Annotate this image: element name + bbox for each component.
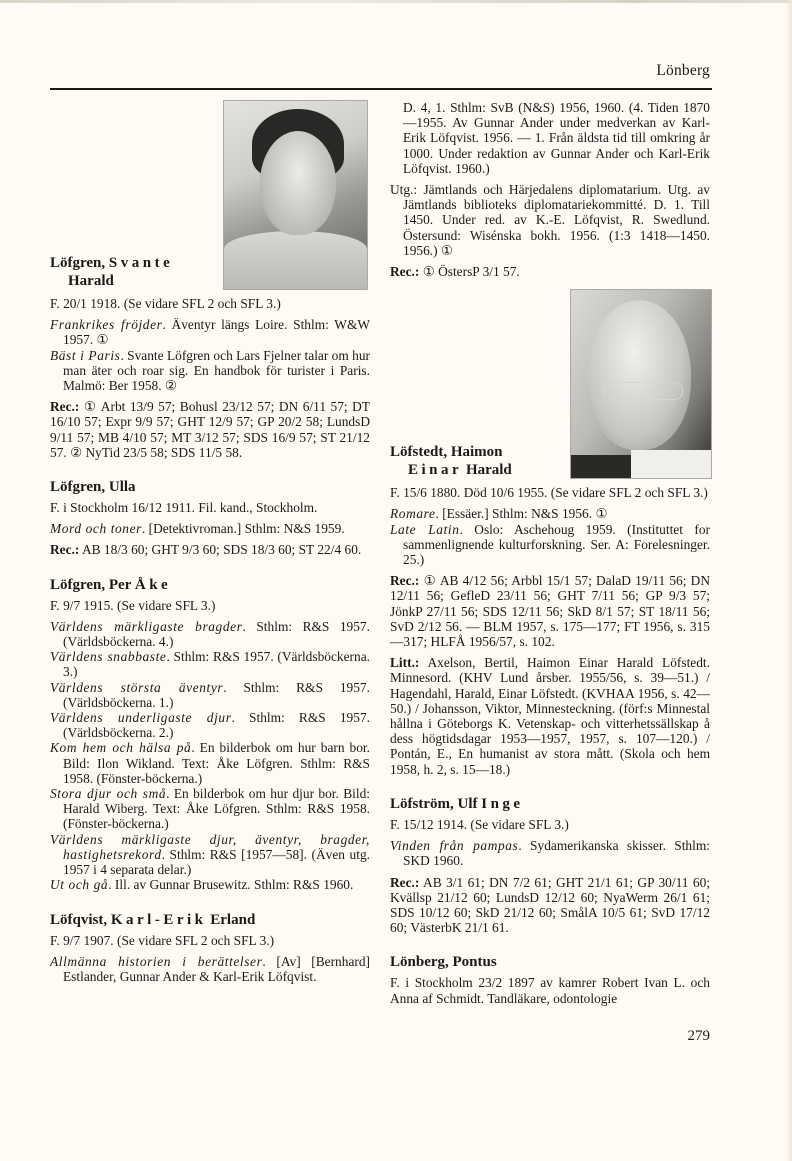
photo-detail — [224, 231, 367, 290]
work-item: Allmänna historien i berättelser. [Av] [Bernhard] Estlander, Gunnar Ander & Karl-Erik Löfqvist. — [50, 953, 370, 984]
page-edge — [0, 0, 792, 3]
entry-head-with-photo — [390, 289, 710, 479]
entry-karl-erik-lofqvist — [50, 911, 370, 985]
work-item: Bäst i Paris. Svante Löfgren och Lars Fjelner talar om hur man äter och roar sig. En handbok för turister i Paris. Malmö: Ber 1958. ② — [50, 347, 370, 394]
entry-pontus-lonberg — [390, 953, 710, 1005]
works-list — [50, 317, 370, 393]
continued-work: D. 4, 1. Sthlm: SvB (N&S) 1956, 1960. (4. Tiden 1870—1955. Av Gunnar Ander under medverkan av Karl-Erik Löfqvist. 1956. — 1. Från äldsta tid till omkring år 1000. Under redaktion av Gunnar Ander och Karl-Erik Löfqvist. 1960.) — [403, 100, 710, 176]
entry-heading: Löfström, Ulf Inge — [390, 795, 524, 812]
reviews: Rec.: ① ÖstersP 3/1 57. — [390, 264, 520, 280]
works-list — [390, 506, 710, 567]
entry-heading: Löfstedt, Haimon Einar Harald — [390, 444, 512, 479]
page-shadow — [786, 0, 792, 1161]
photo-detail — [631, 450, 711, 478]
works-list — [50, 619, 370, 893]
reviews: Rec.: AB 18/3 60; GHT 9/3 60; SDS 18/3 60; ST 22/4 60. — [50, 542, 362, 558]
birth-info: F. i Stockholm 23/2 1897 av kamrer Robert Ivan L. och Anna af Schmidt. Tandläkare, odontologie — [390, 975, 710, 1006]
entry-heading: Löfgren, Per Åke — [50, 576, 172, 593]
work-item: Vinden från pampas. Sydamerikanska skisser. Sthlm: SKD 1960. — [390, 838, 710, 869]
reviews: Rec.: ① Arbt 13/9 57; Bohusl 23/12 57; DN 6/11 57; DT 16/10 57; Expr 9/9 57; GHT 12/9 57; GP 20/2 58; LundsD 9/11 57; MB 4/10 57; MT 3/12 57; SDS 16/9 57; ST 21/12 57. ② NyTid 23/5 58; SDS 11/5 58. — [50, 399, 370, 460]
reviews: Rec.: AB 3/1 61; DN 7/2 61; GHT 21/1 61; GP 30/11 60; Kvällsp 21/12 60; LundsD 12/12 60; NyaWerm 26/1 61; SDS 10/12 60; SkD 21/12 60; SmålA 10/5 61; SvD 17/12 60; VästerbK 21/1 61. — [390, 874, 710, 936]
entry-ulla-lofgren — [50, 478, 370, 558]
work-item: Världens märkligaste djur, äventyr, bragder, hastighetsrekord. Sthlm: R&S [1957—58]. (Även utg. 1957 i 4 separata delar.) — [50, 831, 370, 878]
entry-heading: Löfqvist, Karl-Erik Erland — [50, 911, 256, 928]
photo-detail — [587, 300, 691, 450]
work-item: Ut och gå. Ill. av Gunnar Brusewitz. Sthlm: R&S 1960. — [50, 877, 354, 893]
literature: Litt.: Axelson, Bertil, Haimon Einar Harald Löfstedt. Minnesord. (KHV Lund årsber. 1955/56, s. 39—51.) / Hagendahl, Harald, Einar Löfstedt. (KVHAA 1956, s. 42—50.) / Johansson, Viktor, Minnesteckning. (förf:s Minnestal hållna i Göteborgs K. Vetenskap- och vitterhetssällskap å dess högtidsdagar 1953—1957, 1957, s. 107—120.) / Pontán, E., En humanist av stora mått. (Skola och hem 1958, h. 2, s. 15—18.) — [390, 655, 710, 777]
entry-heading: Löfgren, Ulla — [50, 479, 136, 496]
works-list — [390, 838, 710, 868]
photo-detail — [260, 131, 336, 235]
work-item: Världens största äventyr. Sthlm: R&S 1957. (Världsböckerna. 1.) — [50, 679, 370, 710]
edited-work: Utg.: Jämtlands och Härjedalens diplomatarium. Utg. av Jämtlands biblioteks diplomatariekommitté. D. 1. Till 1450. Under red. av K.-E. Löfqvist, R. Swedlund. Östersund: Wisénska bokh. 1956. (1:3 1418—1450. 1956.) ① — [390, 182, 710, 258]
work-item: Världens underligaste djur. Sthlm: R&S 1957. (Världsböckerna. 2.) — [50, 710, 370, 741]
right-column — [390, 100, 710, 1024]
reviews: Rec.: ① AB 4/12 56; Arbbl 15/1 57; DalaD 19/11 56; DN 12/11 56; GefleD 23/11 56; GHT 7/11 56; GP 9/3 57; JönkP 27/11 56; SDS 12/11 56; SkD 8/1 57; ST 18/11 56; SvD 2/12 56. — BLM 1957, s. 175—177; FT 1956, s. 315—317; HLFÅ 1956/57, s. 102. — [390, 573, 710, 650]
birth-info: F. 9/7 1915. (Se vidare SFL 3.) — [50, 597, 216, 613]
work-item: Världens snabbaste. Sthlm: R&S 1957. (Världsböckerna. 3.) — [50, 649, 371, 680]
work-item: Kom hem och hälsa på. En bilderbok om hur barn bor. Bild: Ilon Wikland. Text: Åke Löfgren. Sthlm: R&S 1958. (Fönster-böckerna.) — [50, 740, 370, 786]
entry-heading: Löfgren, Svante Harald — [50, 255, 174, 289]
work-item: Frankrikes fröjder. Äventyr längs Loire. Sthlm: W&W 1957. ① — [50, 317, 370, 348]
birth-info: F. 9/7 1907. (Se vidare SFL 2 och SFL 3.) — [50, 932, 275, 948]
work-item: Late Latin. Oslo: Aschehoug 1959. (Instituttet for sammenlignende kulturforskning. Ser. A: Forelesninger. 25.) — [390, 521, 711, 568]
page-number: 279 — [687, 1028, 710, 1044]
portrait-photo-haimon-lofstedt — [570, 289, 712, 479]
work-item: Mord och toner. [Detektivroman.] Sthlm: N&S 1959. — [50, 521, 345, 537]
birth-info: F. i Stockholm 16/12 1911. Fil. kand., Stockholm. — [50, 500, 318, 516]
entry-ulf-lofstrom — [390, 795, 710, 935]
left-column — [50, 100, 370, 1002]
portrait-photo-svante-lofgren — [223, 100, 368, 290]
works-list — [50, 521, 370, 536]
entry-head-with-photo — [50, 100, 370, 290]
birth-info: F. 20/1 1918. (Se vidare SFL 2 och SFL 3.) — [50, 296, 281, 311]
entry-svante-lofgren — [50, 100, 370, 460]
entry-per-ake-lofgren — [50, 576, 370, 893]
entry-haimon-lofstedt — [390, 289, 710, 777]
header-rule — [50, 88, 712, 90]
birth-info: F. 15/6 1880. Död 10/6 1955. (Se vidare SFL 2 och SFL 3.) — [390, 485, 708, 501]
work-item: Stora djur och små. En bilderbok om hur djur bor. Bild: Harald Wiberg. Text: Åke Löfgren. Sthlm: R&S 1958. (Fönster-böckerna.) — [50, 786, 370, 832]
entry-heading: Lönberg, Pontus — [390, 954, 497, 971]
birth-info: F. 15/12 1914. (Se vidare SFL 3.) — [390, 816, 569, 832]
work-item: Världens märkligaste bragder. Sthlm: R&S 1957. (Världsböckerna. 4.) — [50, 618, 370, 650]
running-head: Lönberg — [656, 62, 710, 79]
photo-detail — [603, 382, 683, 400]
works-list — [50, 954, 370, 984]
work-item: Romare. [Essäer.] Sthlm: N&S 1956. ① — [390, 506, 608, 522]
